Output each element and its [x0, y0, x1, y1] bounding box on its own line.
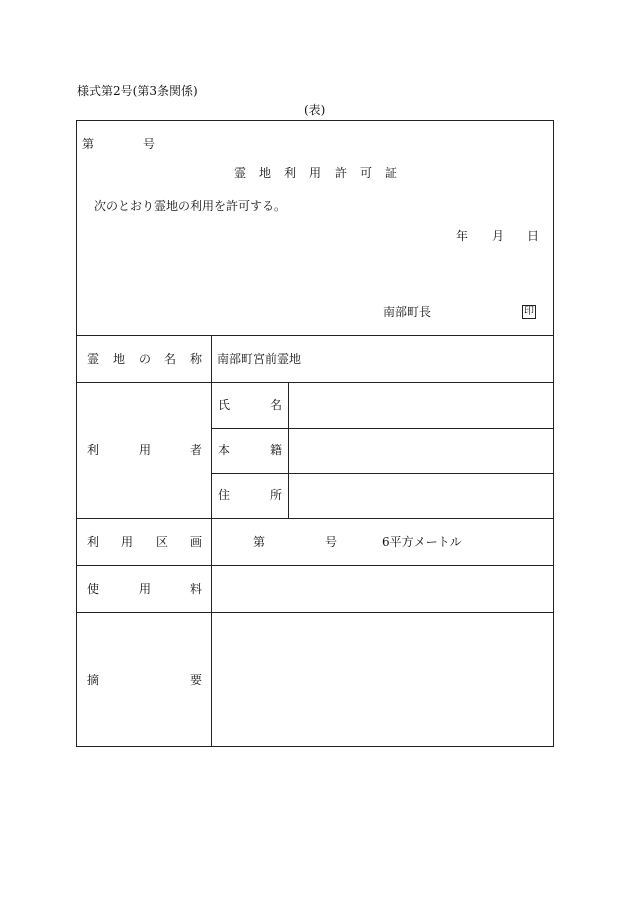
label-char: 本: [218, 443, 231, 457]
divider-user: [76, 518, 554, 519]
front-side-label: (表): [304, 103, 326, 117]
title-char: 証: [385, 166, 398, 180]
title-char: 用: [309, 166, 322, 180]
title-char: 許: [335, 166, 348, 180]
title-char: 霊: [234, 166, 247, 180]
label-char: 住: [218, 488, 231, 502]
label-char: 者: [190, 443, 203, 457]
user-name-field[interactable]: [289, 383, 553, 428]
label-char: 区: [156, 535, 169, 549]
form-title: 様式第2号(第3条関係): [77, 84, 198, 98]
issuer-name: 南部町長: [383, 305, 432, 319]
label-char: の: [139, 352, 152, 366]
label-char: 地: [113, 352, 126, 366]
user-domicile-field[interactable]: [289, 429, 553, 473]
label-char: 用: [139, 582, 152, 596]
label-char: 籍: [270, 443, 283, 457]
label-char: 霊: [87, 352, 100, 366]
label-char: 要: [190, 673, 203, 687]
plot-area: 6平方メートル: [382, 535, 462, 549]
summary-field[interactable]: [212, 613, 553, 746]
plot-number-dai: 第: [253, 535, 266, 549]
title-char: 可: [360, 166, 373, 180]
label-char: 摘: [87, 673, 100, 687]
label-char: 用: [139, 443, 152, 457]
date-year: 年: [456, 229, 469, 243]
label-char: 所: [270, 488, 283, 502]
plot-number-go: 号: [325, 535, 338, 549]
label-char: 名: [270, 398, 283, 412]
label-char: 用: [121, 535, 134, 549]
divider-certificate: [76, 335, 554, 336]
label-char: 使: [87, 582, 100, 596]
label-char: 称: [190, 352, 203, 366]
number-dai: 第: [82, 137, 95, 151]
date-month: 月: [492, 229, 505, 243]
label-char: 氏: [218, 398, 231, 412]
site-name-value: 南部町宮前霊地: [217, 352, 302, 366]
label-char: 利: [87, 443, 100, 457]
label-char: 名: [164, 352, 177, 366]
label-char: 料: [190, 582, 203, 596]
title-char: 利: [284, 166, 297, 180]
label-char: 利: [87, 535, 100, 549]
label-char: 画: [190, 535, 203, 549]
date-day: 日: [527, 229, 540, 243]
seal-mark: 印: [524, 306, 534, 317]
permission-statement: 次のとおり霊地の利用を許可する。: [94, 199, 287, 213]
user-address-field[interactable]: [289, 474, 553, 518]
fee-field[interactable]: [212, 566, 553, 612]
number-go: 号: [143, 137, 156, 151]
title-char: 地: [259, 166, 272, 180]
